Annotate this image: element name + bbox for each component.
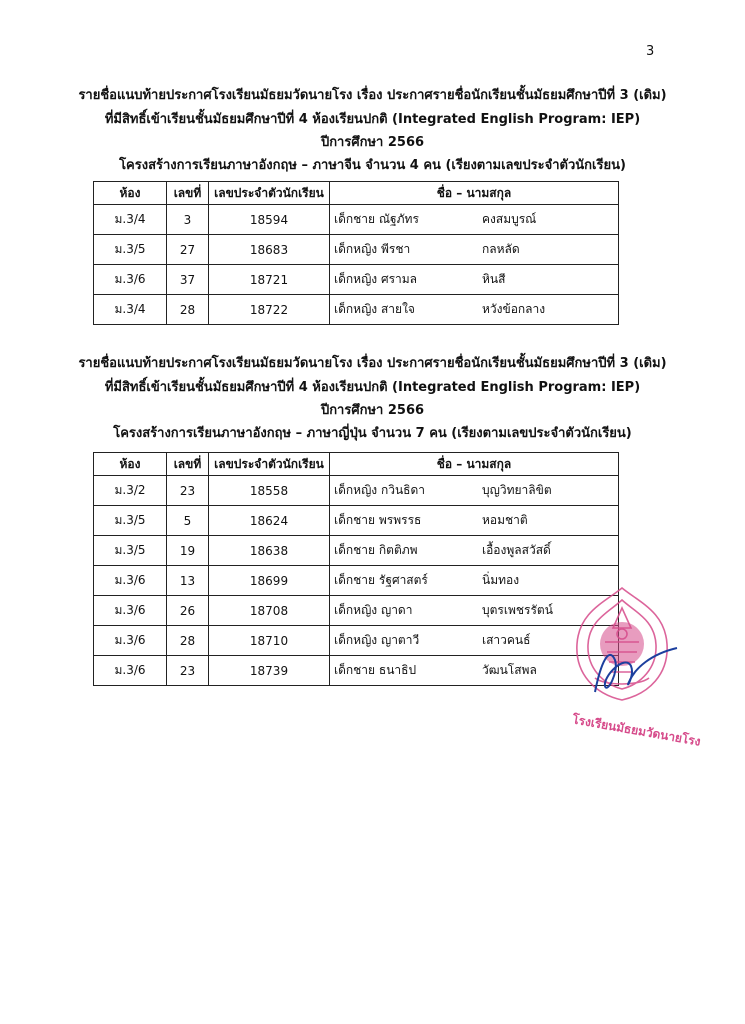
cell-room: ม.3/6	[94, 596, 167, 626]
cell-room: ม.3/2	[94, 476, 167, 506]
table-header-row	[94, 453, 619, 476]
student-table-chinese	[93, 181, 619, 325]
cell-student-id: 18683	[209, 235, 330, 265]
cell-student-id: 18638	[209, 536, 330, 566]
cell-student-id: 18699	[209, 566, 330, 596]
column-header-student-id: เลขประจำตัวนักเรียน	[209, 182, 330, 205]
cell-name	[330, 235, 619, 265]
cell-student-id: 18558	[209, 476, 330, 506]
cell-room: ม.3/6	[94, 566, 167, 596]
cell-room: ม.3/4	[94, 205, 167, 235]
cell-name	[330, 265, 619, 295]
column-header-name: ชื่อ – นามสกุล	[330, 453, 619, 476]
cell-no: 28	[167, 626, 209, 656]
section-heading-line: รายชื่อแนบท้ายประกาศโรงเรียนมัธยมวัดนายโรง เรื่อง ประกาศรายชื่อนักเรียนชั้นมัธยมศึกษาปีที่ 3 (เดิม)	[78, 356, 667, 371]
cell-student-id: 18708	[209, 596, 330, 626]
seal-caption: โรงเรียนมัธยมวัดนายโรง	[571, 712, 702, 749]
table-row	[94, 536, 619, 566]
page-number: 3	[646, 44, 655, 59]
table-header-row	[94, 182, 619, 205]
cell-no: 23	[167, 656, 209, 686]
last-name: วัฒนโสพล	[482, 663, 537, 677]
last-name: คงสมบูรณ์	[482, 212, 537, 226]
last-name: บุตรเพชรรัตน์	[482, 603, 553, 617]
table-row	[94, 295, 619, 325]
section-heading-line: ที่มีสิทธิ์เข้าเรียนชั้นมัธยมศึกษาปีที่ 4 ห้องเรียนปกติ (Integrated English Program: IEP)	[104, 112, 641, 127]
section-heading-line: โครงสร้างการเรียนภาษาอังกฤษ – ภาษาญี่ปุ่น จำนวน 7 คน (เรียงตามเลขประจำตัวนักเรียน)	[113, 426, 632, 441]
first-name: เด็กหญิง ญาตาวี	[334, 633, 420, 647]
cell-no: 13	[167, 566, 209, 596]
first-name: เด็กหญิง ศรามล	[334, 272, 418, 286]
cell-no: 23	[167, 476, 209, 506]
last-name: หอมชาติ	[482, 513, 528, 527]
last-name: กลหลัด	[482, 242, 520, 256]
last-name: บุญวิทยาลิขิต	[482, 483, 552, 497]
cell-no: 37	[167, 265, 209, 295]
column-header-student-id: เลขประจำตัวนักเรียน	[209, 453, 330, 476]
table-row	[94, 265, 619, 295]
section-heading-line: ปีการศึกษา 2566	[320, 403, 425, 418]
last-name: เสาวคนธ์	[482, 633, 531, 647]
cell-room: ม.3/4	[94, 295, 167, 325]
column-header-room: ห้อง	[94, 182, 167, 205]
section-heading-line: รายชื่อแนบท้ายประกาศโรงเรียนมัธยมวัดนายโรง เรื่อง ประกาศรายชื่อนักเรียนชั้นมัธยมศึกษาปีที่ 3 (เดิม)	[78, 88, 667, 103]
cell-room: ม.3/6	[94, 265, 167, 295]
cell-student-id: 18721	[209, 265, 330, 295]
cell-name	[330, 205, 619, 235]
table-row	[94, 626, 619, 656]
column-header-name: ชื่อ – นามสกุล	[330, 182, 619, 205]
cell-name	[330, 536, 619, 566]
school-seal-stamp	[565, 582, 702, 752]
table-row	[94, 656, 619, 686]
cell-room: ม.3/5	[94, 536, 167, 566]
cell-room: ม.3/5	[94, 506, 167, 536]
cell-room: ม.3/5	[94, 235, 167, 265]
first-name: เด็กชาย ธนาธิป	[334, 663, 417, 677]
cell-name	[330, 506, 619, 536]
table-row	[94, 506, 619, 536]
section-heading-line: ปีการศึกษา 2566	[320, 135, 425, 150]
last-name: หินสี	[482, 272, 506, 286]
first-name: เด็กชาย กิตติภพ	[334, 543, 418, 557]
cell-no: 19	[167, 536, 209, 566]
column-header-no: เลขที่	[167, 453, 209, 476]
section-heading-line: โครงสร้างการเรียนภาษาอังกฤษ – ภาษาจีน จำนวน 4 คน (เรียงตามเลขประจำตัวนักเรียน)	[119, 158, 626, 173]
cell-no: 26	[167, 596, 209, 626]
last-name: เอื้องพูลสวัสดิ์	[482, 543, 551, 557]
cell-student-id: 18624	[209, 506, 330, 536]
cell-student-id: 18739	[209, 656, 330, 686]
first-name: เด็กหญิง สายใจ	[334, 302, 415, 316]
section-heading-line: ที่มีสิทธิ์เข้าเรียนชั้นมัธยมศึกษาปีที่ 4 ห้องเรียนปกติ (Integrated English Program: IEP)	[104, 380, 641, 395]
last-name: หวังข้อกลาง	[482, 302, 546, 316]
student-table-japanese	[93, 452, 619, 686]
first-name: เด็กหญิง กวินธิดา	[334, 483, 426, 497]
cell-no: 27	[167, 235, 209, 265]
table-row	[94, 235, 619, 265]
table-row	[94, 566, 619, 596]
section-chinese	[0, 84, 745, 177]
cell-name	[330, 295, 619, 325]
cell-student-id: 18710	[209, 626, 330, 656]
cell-student-id: 18594	[209, 205, 330, 235]
column-header-room: ห้อง	[94, 453, 167, 476]
first-name: เด็กชาย รัฐศาสตร์	[334, 573, 428, 587]
table-row	[94, 596, 619, 626]
cell-room: ม.3/6	[94, 626, 167, 656]
section-japanese	[0, 352, 745, 445]
cell-no: 3	[167, 205, 209, 235]
cell-no: 28	[167, 295, 209, 325]
column-header-no: เลขที่	[167, 182, 209, 205]
first-name: เด็กชาย ณัฐภัทร	[334, 212, 419, 226]
last-name: นิ่มทอง	[482, 573, 520, 587]
cell-room: ม.3/6	[94, 656, 167, 686]
first-name: เด็กหญิง พีรชา	[334, 242, 411, 256]
cell-student-id: 18722	[209, 295, 330, 325]
first-name: เด็กชาย พรพรรธ	[334, 513, 422, 527]
cell-no: 5	[167, 506, 209, 536]
cell-name	[330, 476, 619, 506]
table-row	[94, 476, 619, 506]
table-row	[94, 205, 619, 235]
first-name: เด็กหญิง ญาดา	[334, 603, 413, 617]
